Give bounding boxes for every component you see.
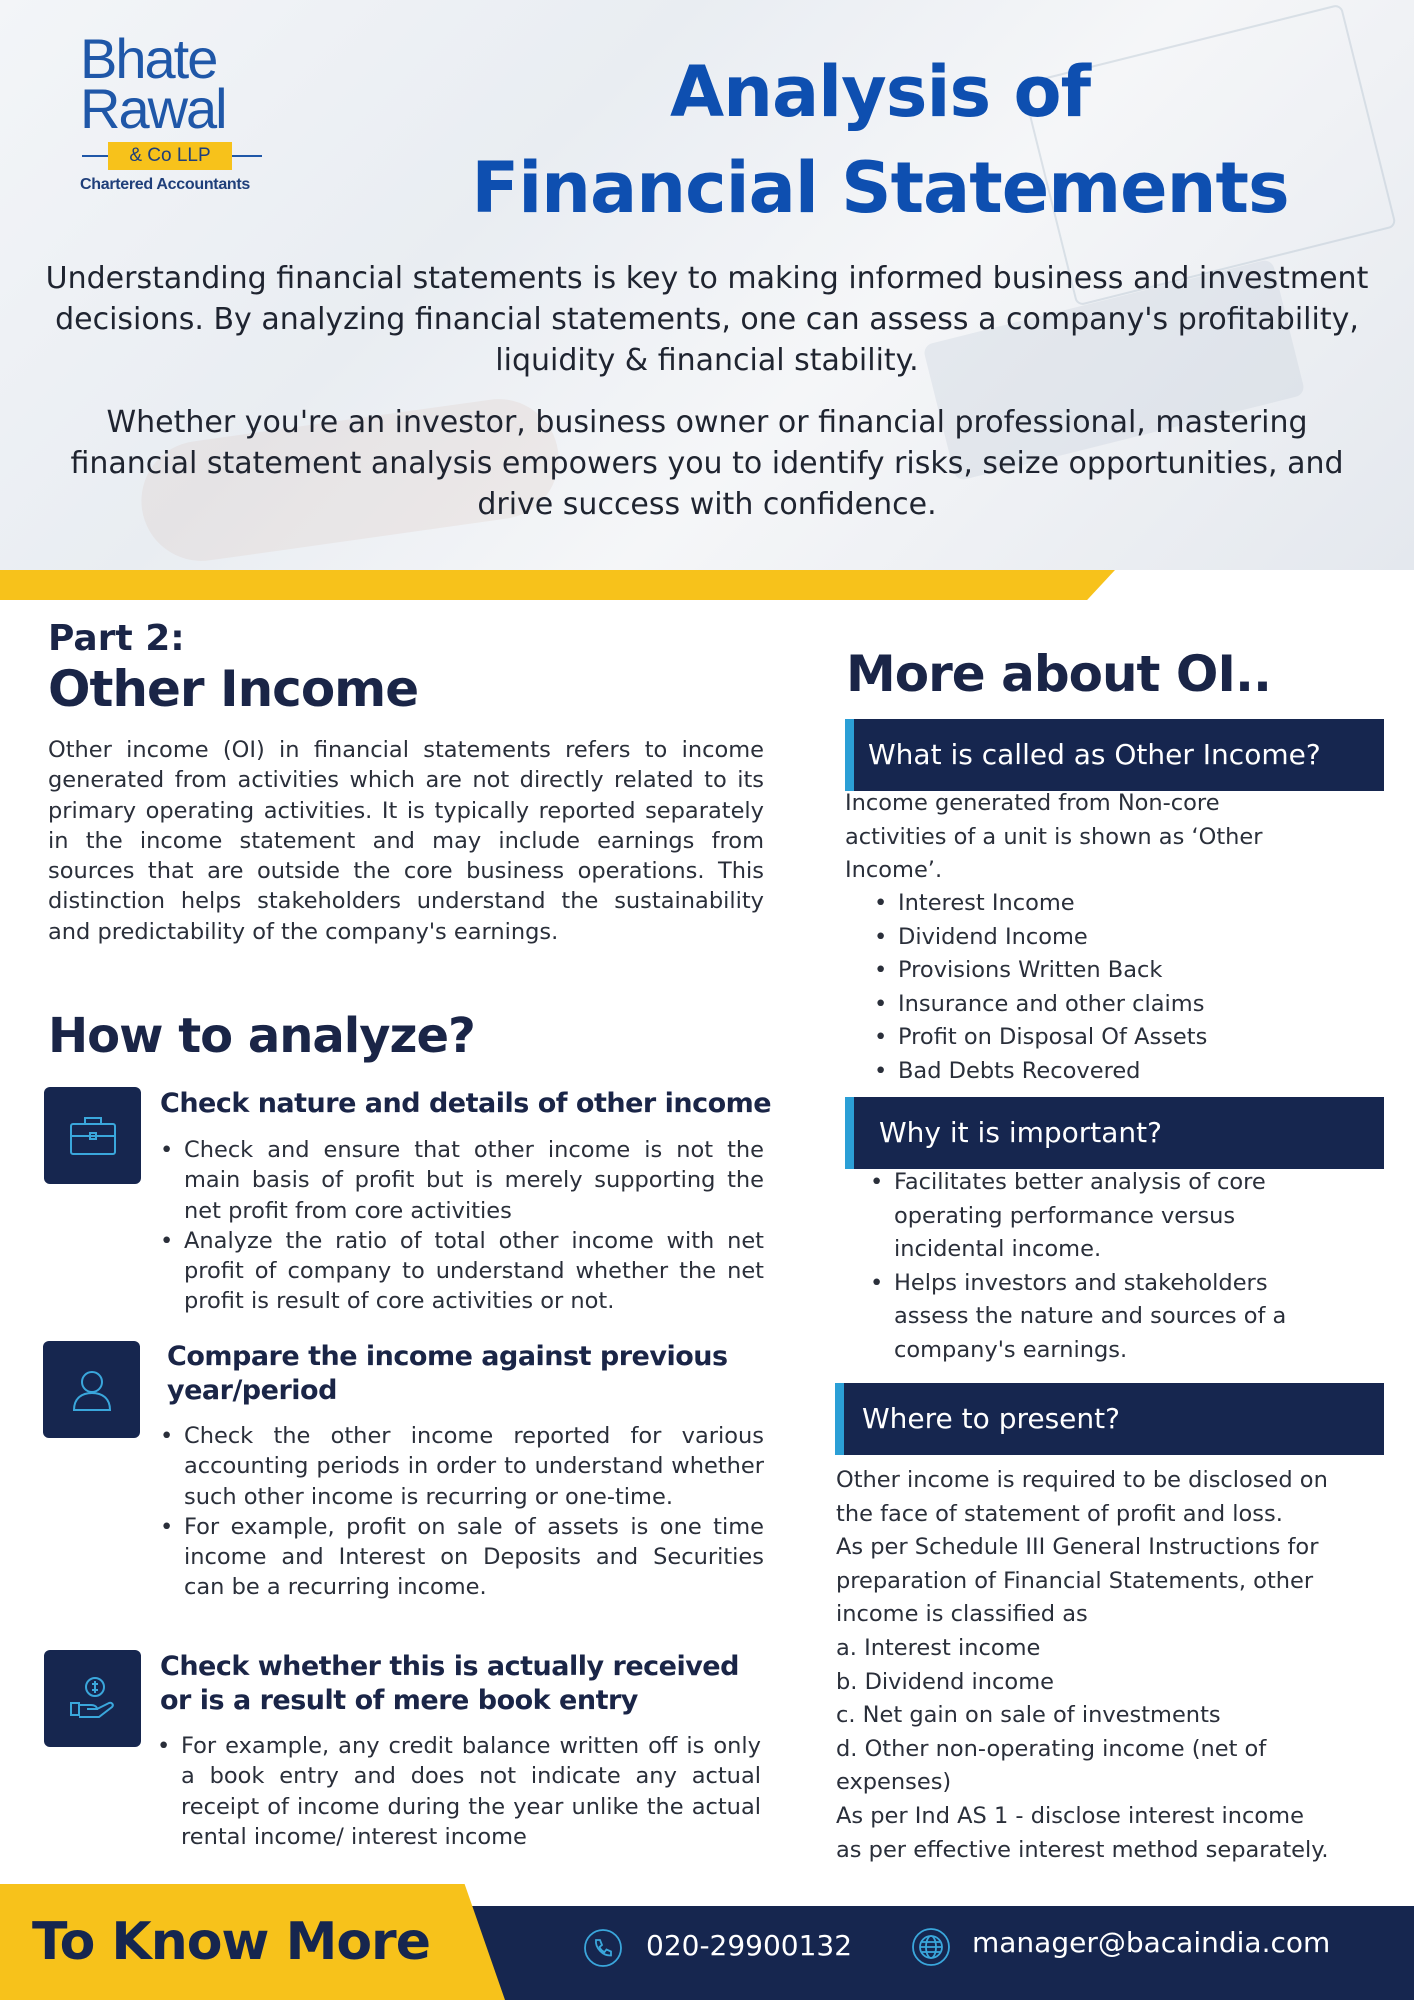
text-line: activities of a unit is shown as ‘Other [845,823,1263,850]
phone-icon [583,1928,623,1968]
list-item [868,1166,1368,1267]
text-line: • Facilitates better analysis of core [894,1169,1266,1195]
logo-llp-row [80,142,270,170]
list-item: • Check the other income reported for various accounting periods in order to understand whether such other income is recurring or one-time. [158,1421,764,1512]
list-item: • For example, profit on sale of assets is one time income and Interest on Deposits and Securities can be a recurring income. [158,1512,764,1603]
text-line: assess the nature and sources of a [894,1303,1287,1330]
text-line: incidental income. [894,1236,1102,1263]
text-line: • Helps investors and stakeholders [894,1269,1268,1296]
logo-line-2: Rawal [80,77,226,140]
step-2-heading-line-2: year/period [167,1375,337,1406]
part-label: Part 2: [48,618,185,659]
text-line: the face of statement of profit and loss. [836,1500,1283,1527]
step-3-heading-line-1: Check whether this is actually received [160,1651,739,1682]
other-income-description: Other income (OI) in financial statements refers to income generated from activities which are not directly related to its primary operating activities. It is typically reported separately in the income statement and may include earnings from sources that are outside the core business operations. This distinction helps stakeholders understand the sustainability and predictability of the company's earnings. [48,737,764,945]
step-1-bullets [158,1135,764,1317]
step-1-heading: Check nature and details of other income [160,1088,772,1119]
step-3-heading-line-2: or is a result of mere book entry [160,1685,638,1716]
list-item: • For example, any credit balance written off is only a book entry and does not indicate any actual receipt of income during the year unlike the actual rental income/ interest income [155,1731,761,1852]
text-line: income is classified as [836,1601,1088,1628]
list-item: • Bad Debts Recovered [872,1055,1352,1089]
bar-accent [845,1097,854,1169]
list-item: • Profit on Disposal Of Assets [872,1021,1352,1055]
money-hand-icon [44,1650,141,1747]
bar-accent [835,1383,844,1455]
where-present-title: Where to present? [862,1402,1120,1435]
other-income-heading: Other Income [48,660,419,718]
footer-title: To Know More [32,1912,430,1972]
where-present-bar [835,1383,1384,1455]
text-line: as per effective interest method separately. [836,1836,1329,1863]
text-line: As per Schedule III General Instructions for [836,1534,1319,1561]
title-line-1: Analysis of [669,51,1091,133]
text-line: operating performance versus [894,1202,1236,1229]
intro-paragraph-2: Whether you're an investor, business owner or financial professional, mastering financial statement analysis empowers you to identify risks, seize opportunities, and drive success with confidence. [70,405,1344,522]
logo-line-1: Bhate [80,27,217,90]
briefcase-icon [44,1087,141,1184]
what-is-oi-text [845,787,1365,888]
what-is-oi-bar [845,719,1384,791]
text-line: As per Ind AS 1 - disclose interest income [836,1802,1304,1829]
user-icon [43,1341,140,1438]
yellow-divider [0,570,1115,600]
bar-accent [845,719,854,791]
list-item: • Dividend Income [872,921,1352,955]
why-important-title: Why it is important? [879,1116,1163,1149]
text-line: b. Dividend income [836,1668,1054,1695]
how-to-analyze-heading: How to analyze? [48,1008,475,1064]
text-line: d. Other non-operating income (net of [836,1735,1267,1762]
more-about-heading: More about OI.. [846,645,1271,703]
oi-types-list [872,887,1352,1089]
list-item: • Provisions Written Back [872,954,1352,988]
list-item: • Check and ensure that other income is not the main basis of profit but is merely supporting the net profit from core activities [158,1135,764,1226]
why-important-bar [845,1097,1384,1169]
list-item: • Interest Income [872,887,1352,921]
step-2-heading [167,1340,728,1408]
list-item: • Insurance and other claims [872,988,1352,1022]
what-is-oi-title: What is called as Other Income? [868,738,1321,771]
intro-paragraph-1: Understanding financial statements is key to making informed business and investment decisions. By analyzing financial statements, one can assess a company's profitability, liquidity & financial stability. [45,261,1369,378]
logo-tagline: Chartered Accountants [80,176,251,193]
logo-llp: & Co LLP [108,142,232,170]
text-line: Income’. [845,857,943,884]
company-logo [80,27,270,194]
text-line: expenses) [836,1769,952,1796]
step-3-bullets [155,1731,761,1852]
where-present-text [836,1464,1381,1867]
header-banner [0,0,1414,570]
list-item: • Analyze the ratio of total other income with net profit of company to understand whether the net profit is result of core activities or not. [158,1226,764,1317]
text-line: Income generated from Non-core [845,790,1220,816]
text-line: preparation of Financial Statements, other [836,1567,1314,1594]
title-line-2: Financial Statements [471,147,1289,229]
text-line: a. Interest income [836,1634,1041,1661]
text-line: company's earnings. [894,1336,1128,1363]
step-2-bullets [158,1421,764,1603]
phone-link[interactable]: 020-29900132 [646,1929,853,1962]
step-2-heading-line-1: Compare the income against previous [167,1341,728,1372]
text-line: c. Net gain on sale of investments [836,1702,1221,1729]
why-important-list [868,1166,1368,1368]
page-title [420,44,1340,236]
list-item [868,1267,1368,1368]
globe-icon [911,1927,951,1967]
email-link[interactable]: manager@bacaindia.com [972,1926,1331,1959]
step-3-heading [160,1650,739,1718]
text-line: Other income is required to be disclosed on [836,1467,1328,1493]
